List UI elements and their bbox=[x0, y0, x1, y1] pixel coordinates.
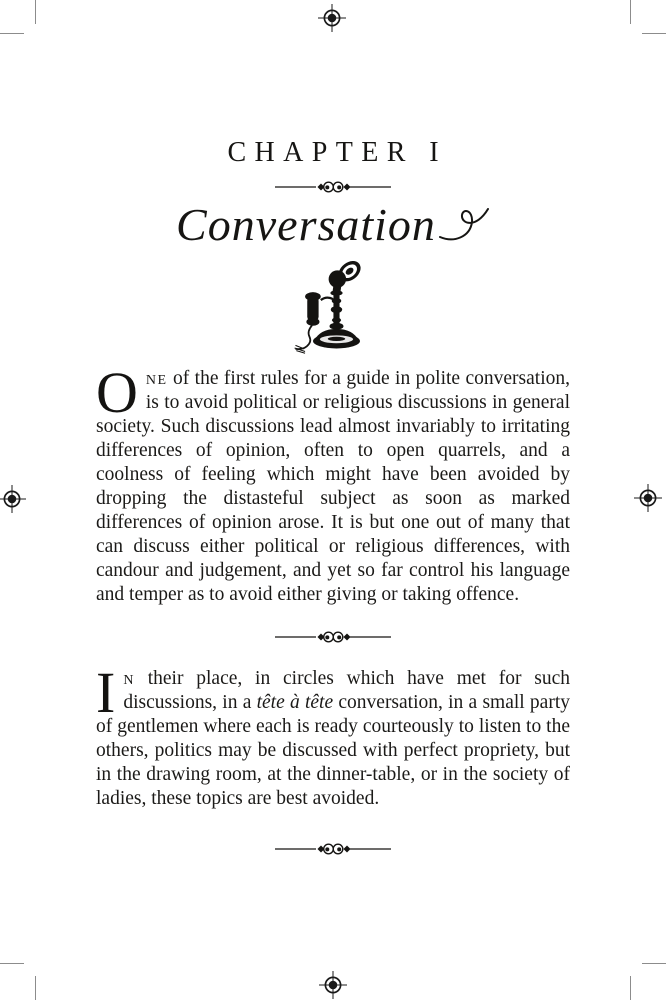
chapter-name: Conversation bbox=[176, 199, 436, 250]
chapter-name-script bbox=[0, 197, 666, 253]
candlestick-telephone-icon bbox=[285, 257, 381, 357]
crop-mark-icon bbox=[642, 33, 666, 34]
italic-phrase: tête à tête bbox=[256, 692, 334, 713]
crop-mark-icon bbox=[642, 963, 666, 964]
registration-target-icon bbox=[318, 4, 346, 32]
registration-target-icon bbox=[634, 484, 662, 512]
smallcaps-lead: ne bbox=[145, 368, 168, 389]
crop-mark-icon bbox=[0, 33, 24, 34]
scroll-divider-icon bbox=[275, 179, 391, 195]
paragraph-text: conversation, in a small party of gentlemen where each is ready courteously to listen to the others, politics may be discussed with perfect propriety, but in the drawing room, at the dinner-table, or in the society of ladies, these topics are best avoided. bbox=[96, 692, 570, 809]
chapter-title: CHAPTER I bbox=[227, 137, 447, 168]
paragraph bbox=[96, 360, 570, 607]
crop-mark-icon bbox=[630, 976, 631, 1000]
scroll-divider-icon bbox=[275, 841, 391, 857]
scroll-divider-icon bbox=[275, 629, 391, 645]
crop-mark-icon bbox=[35, 976, 36, 1000]
crop-mark-icon bbox=[35, 0, 36, 24]
crop-mark-icon bbox=[630, 0, 631, 24]
crop-mark-icon bbox=[0, 963, 24, 964]
end-swash-flourish-icon bbox=[438, 204, 490, 242]
paragraph-text: of the first rules for a guide in polite conversation, is to avoid political or religious discussions in general society. Such discussions lead almost invariably to irritating differences of opinion, often to open quarrels, and a coolness of feeling which might have been avoided by dropping the distasteful subject as soon as marked differences of opinion arose. It is but one out of many that can discuss either political or religious differences, with candour and judgement, and yet so far control his language and temper as to avoid either giving or taking offence. bbox=[96, 368, 570, 605]
dropcap-letter: O bbox=[96, 360, 138, 425]
paragraph bbox=[96, 660, 570, 811]
smallcaps-lead: n bbox=[123, 668, 135, 689]
paragraph-text: their place, in circles which have met for such discussions, in a bbox=[123, 668, 570, 713]
dropcap-letter: I bbox=[96, 660, 116, 725]
registration-target-icon bbox=[0, 485, 26, 513]
registration-target-icon bbox=[319, 971, 347, 999]
